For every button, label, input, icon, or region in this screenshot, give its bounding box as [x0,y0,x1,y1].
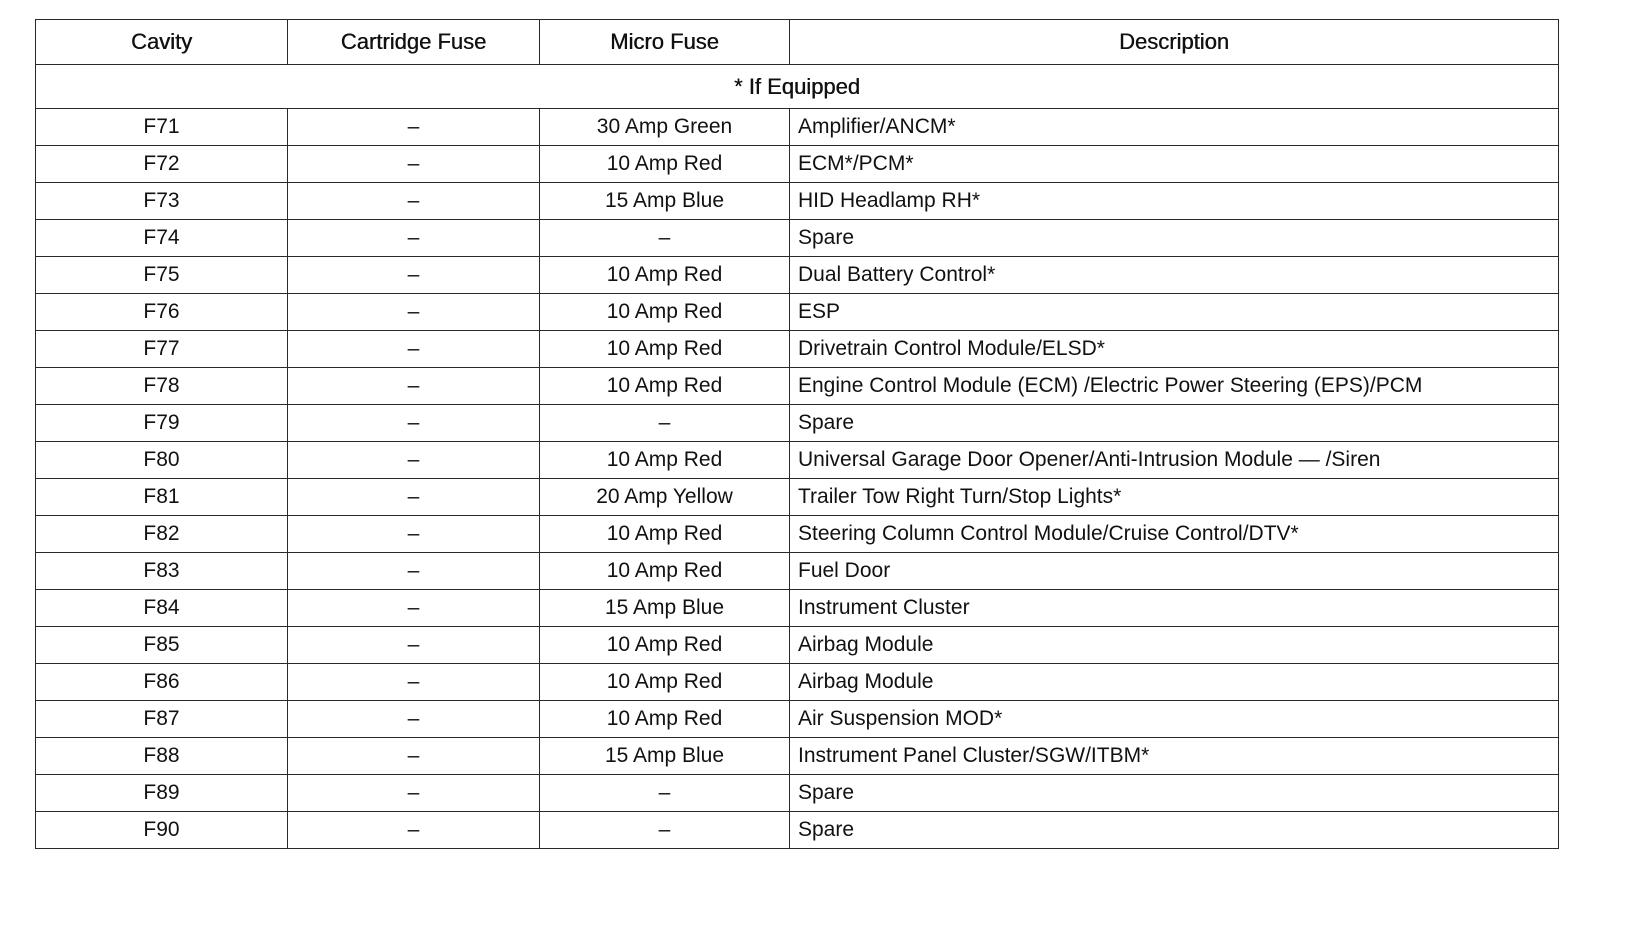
table-row [36,220,1559,257]
micro-fuse-cell: 30 Amp Green [540,109,790,146]
cavity-cell: F81 [36,479,288,516]
micro-fuse-cell: – [540,775,790,812]
table-row [36,183,1559,220]
description-cell: Spare [790,812,1559,849]
cavity-cell: F74 [36,220,288,257]
cavity-cell: F83 [36,553,288,590]
cartridge-fuse-cell: – [288,775,540,812]
description-cell: Dual Battery Control* [790,257,1559,294]
cavity-cell: F78 [36,368,288,405]
description-cell: Steering Column Control Module/Cruise Control/DTV* [790,516,1559,553]
cavity-cell: F76 [36,294,288,331]
cavity-cell: F77 [36,331,288,368]
fuse-table [35,19,1559,849]
header-micro-fuse: Micro Fuse [540,20,790,65]
description-cell: ESP [790,294,1559,331]
cartridge-fuse-cell: – [288,701,540,738]
table-row [36,738,1559,775]
micro-fuse-cell: 10 Amp Red [540,146,790,183]
cartridge-fuse-cell: – [288,257,540,294]
cartridge-fuse-cell: – [288,553,540,590]
micro-fuse-cell: 10 Amp Red [540,516,790,553]
cavity-cell: F90 [36,812,288,849]
table-row [36,553,1559,590]
table-row [36,664,1559,701]
description-cell: Air Suspension MOD* [790,701,1559,738]
cavity-cell: F79 [36,405,288,442]
cavity-cell: F80 [36,442,288,479]
table-row [36,294,1559,331]
cartridge-fuse-cell: – [288,590,540,627]
description-cell: Drivetrain Control Module/ELSD* [790,331,1559,368]
description-cell: HID Headlamp RH* [790,183,1559,220]
cavity-cell: F82 [36,516,288,553]
cartridge-fuse-cell: – [288,146,540,183]
table-row [36,701,1559,738]
micro-fuse-cell: 10 Amp Red [540,701,790,738]
table-row [36,775,1559,812]
if-equipped-note: * If Equipped [36,65,1559,109]
cartridge-fuse-cell: – [288,405,540,442]
header-cartridge-fuse: Cartridge Fuse [288,20,540,65]
table-row [36,405,1559,442]
description-cell: Fuel Door [790,553,1559,590]
table-row [36,516,1559,553]
cavity-cell: F85 [36,627,288,664]
description-cell: Instrument Cluster [790,590,1559,627]
micro-fuse-cell: – [540,220,790,257]
table-body [36,65,1559,849]
micro-fuse-cell: 10 Amp Red [540,368,790,405]
note-row [36,65,1559,109]
cartridge-fuse-cell: – [288,812,540,849]
table-row [36,257,1559,294]
cartridge-fuse-cell: – [288,627,540,664]
table-row [36,368,1559,405]
micro-fuse-cell: – [540,812,790,849]
description-cell: Trailer Tow Right Turn/Stop Lights* [790,479,1559,516]
cartridge-fuse-cell: – [288,442,540,479]
cartridge-fuse-cell: – [288,664,540,701]
description-cell: Spare [790,405,1559,442]
micro-fuse-cell: 10 Amp Red [540,664,790,701]
cartridge-fuse-cell: – [288,479,540,516]
table-row [36,479,1559,516]
table-row [36,627,1559,664]
description-cell: ECM*/PCM* [790,146,1559,183]
micro-fuse-cell: 10 Amp Red [540,627,790,664]
cavity-cell: F84 [36,590,288,627]
cavity-cell: F89 [36,775,288,812]
cartridge-fuse-cell: – [288,331,540,368]
description-cell: Universal Garage Door Opener/Anti-Intrusion Module — /Siren [790,442,1559,479]
micro-fuse-cell: 10 Amp Red [540,553,790,590]
table-row [36,442,1559,479]
description-cell: Spare [790,775,1559,812]
micro-fuse-cell: 10 Amp Red [540,257,790,294]
cartridge-fuse-cell: – [288,109,540,146]
micro-fuse-cell: 10 Amp Red [540,442,790,479]
micro-fuse-cell: 10 Amp Red [540,294,790,331]
description-cell: Airbag Module [790,627,1559,664]
cartridge-fuse-cell: – [288,738,540,775]
micro-fuse-cell: – [540,405,790,442]
table-header [36,20,1559,65]
cavity-cell: F73 [36,183,288,220]
table-row [36,109,1559,146]
table-row [36,590,1559,627]
micro-fuse-cell: 10 Amp Red [540,331,790,368]
micro-fuse-cell: 20 Amp Yellow [540,479,790,516]
header-row [36,20,1559,65]
micro-fuse-cell: 15 Amp Blue [540,590,790,627]
cartridge-fuse-cell: – [288,183,540,220]
cartridge-fuse-cell: – [288,368,540,405]
header-cavity: Cavity [36,20,288,65]
table-row [36,146,1559,183]
table-row [36,812,1559,849]
header-description: Description [790,20,1559,65]
description-cell: Amplifier/ANCM* [790,109,1559,146]
cartridge-fuse-cell: – [288,294,540,331]
cavity-cell: F72 [36,146,288,183]
cavity-cell: F75 [36,257,288,294]
cavity-cell: F71 [36,109,288,146]
micro-fuse-cell: 15 Amp Blue [540,183,790,220]
description-cell: Airbag Module [790,664,1559,701]
cartridge-fuse-cell: – [288,220,540,257]
cavity-cell: F86 [36,664,288,701]
micro-fuse-cell: 15 Amp Blue [540,738,790,775]
table-row [36,331,1559,368]
description-cell: Instrument Panel Cluster/SGW/ITBM* [790,738,1559,775]
cartridge-fuse-cell: – [288,516,540,553]
description-cell: Engine Control Module (ECM) /Electric Power Steering (EPS)/PCM [790,368,1559,405]
cavity-cell: F87 [36,701,288,738]
description-cell: Spare [790,220,1559,257]
cavity-cell: F88 [36,738,288,775]
